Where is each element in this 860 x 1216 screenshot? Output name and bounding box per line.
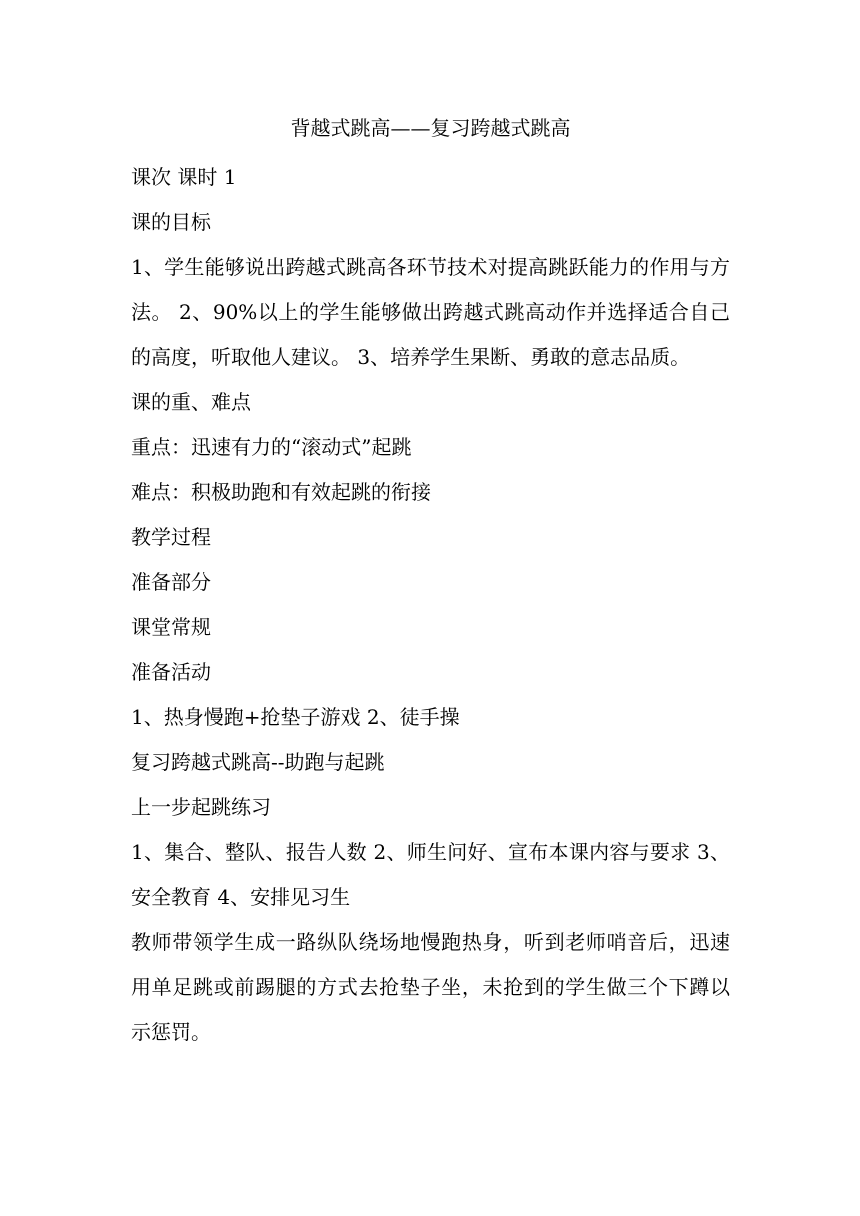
key-difficult-points-heading: 课的重、难点 bbox=[131, 390, 251, 414]
teaching-process-heading: 教学过程 bbox=[131, 525, 211, 549]
lesson-objectives-text: 1、学生能够说出跨越式跳高各环节技术对提高跳跃能力的作用与方法。 2、90%以上的学生能够做出跨越式跳高动作并选择适合自己的高度，听取他人建议。 3、培养学生果断、勇敢的意志品质。 bbox=[131, 255, 730, 369]
document-body bbox=[131, 110, 730, 1055]
key-point-line: 重点：迅速有力的“滚动式”起跳 bbox=[131, 435, 412, 459]
one-step-takeoff-heading: 上一步起跳练习 bbox=[131, 795, 271, 819]
review-high-jump-heading: 复习跨越式跳高--助跑与起跳 bbox=[131, 750, 385, 774]
routine-steps-text: 1、集合、整队、报告人数 2、师生问好、宣布本课内容与要求 3、安全教育 4、安排见习生 bbox=[131, 840, 730, 909]
difficult-point-line: 难点：积极助跑和有效起跳的衔接 bbox=[131, 480, 431, 504]
lesson-count-line: 课次 课时 1 bbox=[131, 165, 237, 189]
warmup-items-line: 1、热身慢跑+抢垫子游戏 2、徒手操 bbox=[131, 705, 460, 729]
classroom-routine-heading: 课堂常规 bbox=[131, 615, 211, 639]
preparation-part-heading: 准备部分 bbox=[131, 570, 211, 594]
document-title: 背越式跳高——复习跨越式跳高 bbox=[290, 116, 571, 140]
warmup-activity-heading: 准备活动 bbox=[131, 660, 211, 684]
lesson-objectives-heading: 课的目标 bbox=[131, 210, 211, 234]
warmup-game-text: 教师带领学生成一路纵队绕场地慢跑热身，听到老师哨音后，迅速用单足跳或前踢腿的方式去抢垫子坐，未抢到的学生做三个下蹲以示惩罚。 bbox=[131, 930, 730, 1044]
